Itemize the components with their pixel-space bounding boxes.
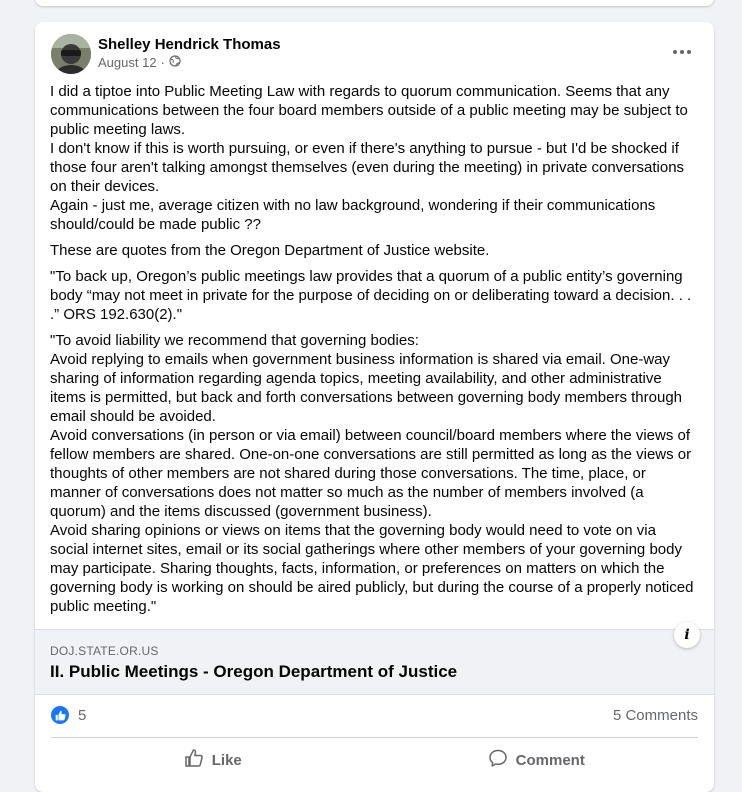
like-reaction-icon[interactable]	[51, 706, 69, 724]
thumbs-up-icon	[184, 748, 204, 772]
meta-separator: ·	[160, 55, 165, 70]
post-paragraph: These are quotes from the Oregon Department of Justice website.	[50, 242, 490, 259]
post-card	[35, 22, 714, 792]
comment-label: Comment	[515, 751, 585, 769]
info-icon[interactable]: i	[674, 622, 700, 648]
like-label: Like	[211, 751, 242, 769]
comment-bubble-icon	[488, 748, 508, 772]
post-body	[35, 78, 714, 616]
reactions-count[interactable]: 5	[78, 707, 87, 724]
post-actions	[51, 737, 698, 782]
post-paragraph: I did a tiptoe into Public Meeting Law with regards to quorum communication. Seems that any communications between the four board members outside of a public meeting may be subject to public meeting laws. I don't know if this is worth pursuing, or even if there's anything to pursue - but I'd be shocked if those four aren't talking amongst themselves (even during the meeting) in private conversations on their devices. Again - just me, average citizen with no law background, wondering if their communications should/could be made public ??	[50, 83, 688, 233]
link-title[interactable]: II. Public Meetings - Oregon Department of Justice	[50, 662, 458, 681]
comment-button[interactable]	[375, 738, 699, 782]
avatar[interactable]	[51, 34, 91, 74]
avatar-image	[51, 34, 91, 74]
previous-post-card	[35, 0, 714, 6]
comments-count[interactable]: 5 Comments	[612, 707, 698, 724]
link-domain: DOJ.STATE.OR.US	[50, 644, 159, 658]
link-preview[interactable]	[35, 629, 714, 695]
post-header	[35, 22, 714, 78]
post-paragraph: "To back up, Oregon’s public meetings law provides that a quorum of a public entity’s governing body “may not meet in private for the purpose of deciding on or deliberating toward a decision. . . .” ORS 192.630(2)."	[50, 268, 692, 323]
post-meta	[98, 55, 181, 70]
more-options-icon[interactable]	[668, 40, 696, 64]
post-date[interactable]: August 12	[98, 55, 157, 70]
like-button[interactable]	[51, 738, 375, 782]
post-stats	[35, 694, 714, 736]
public-globe-icon	[169, 55, 181, 70]
post-paragraph: "To avoid liability we recommend that governing bodies: Avoid replying to emails when government business information is shared via email. One-way sharing of information regarding agenda topics, meeting availability, and other administrative items is permitted, but back and forth conversations between governing body members through email should be avoided. Avoid conversations (in person or via email) between council/board members where the views of fellow members are shared. One-on-one conversations are still permitted as long as the views or thoughts of other members are not shared during those conversations. The time, place, or manner of conversations does not matter so much as the number of members involved (a quorum) and the items discussed (government business). Avoid sharing opinions or views on items that the governing body would need to vote on via social internet sites, email or its social gatherings where other members of your governing body may participate. Sharing thoughts, facts, information, or preferences on matters on which the governing body is working on should be aired publicly, but during the course of a properly noticed public meeting."	[50, 332, 694, 615]
author-name[interactable]: Shelley Hendrick Thomas	[98, 36, 281, 53]
